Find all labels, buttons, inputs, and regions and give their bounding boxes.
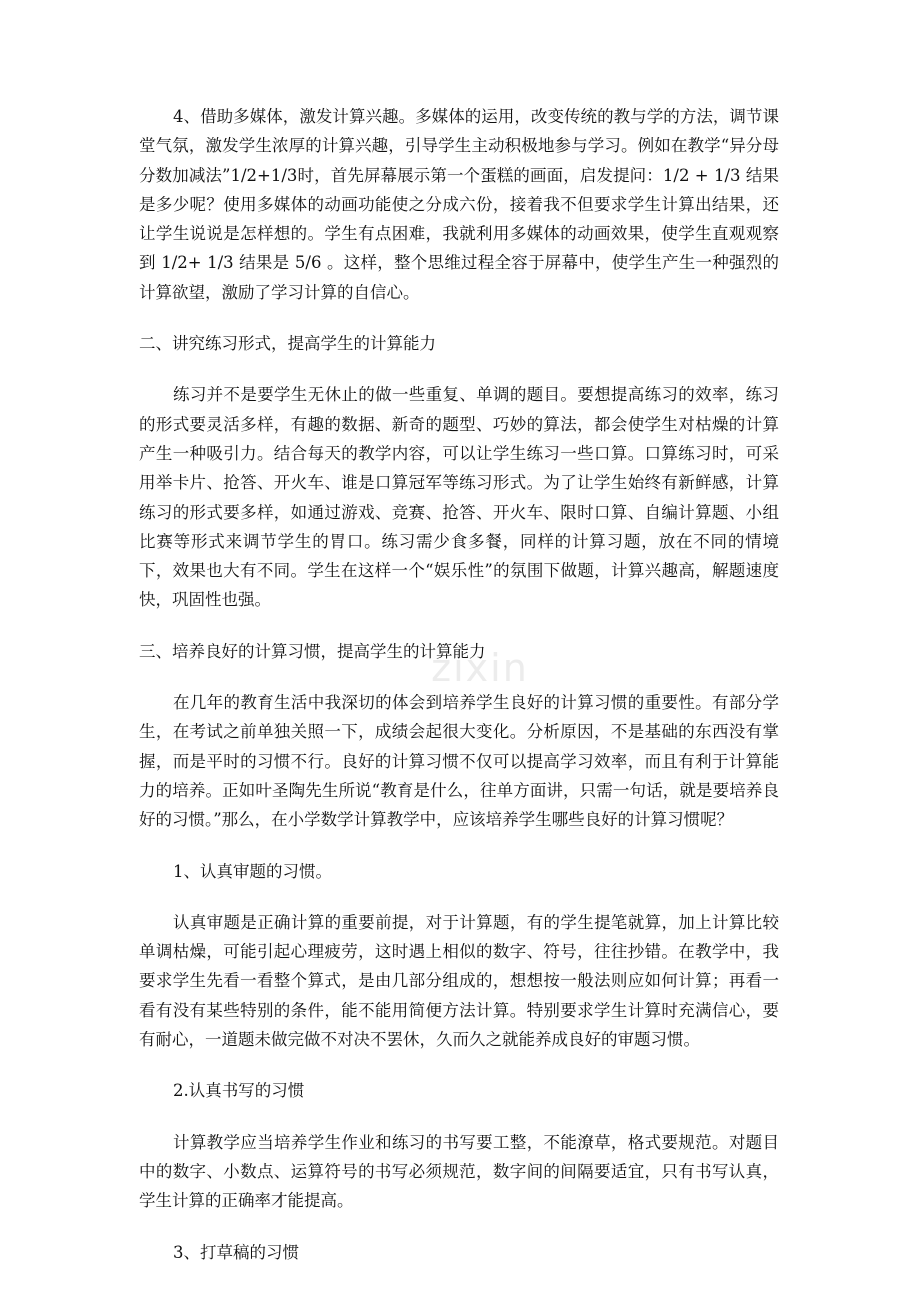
paragraph-review: 认真审题是正确计算的重要前提，对于计算题，有的学生提笔就算，加上计算比较单调枯燥，可能引起心理疲劳，这时遇上相似的数字、符号，往往抄错。在教学中，我要求学生先看一看整个算式，是由几部分组成的，想想按一般法则应如何计算；再看一看有没有某些特别的条件，能不能用简便方法计算。特别要求学生计算时充满信心，要有耐心，一道题未做完做不对决不罢休，久而久之就能养成良好的审题习惯。 <box>139 912 779 1050</box>
watermark-text: zixin <box>431 646 529 690</box>
section-heading-practice: 二、讲究练习形式，提高学生的计算能力 <box>139 334 436 354</box>
subheading-review: 1、认真审题的习惯。 <box>173 861 332 881</box>
paragraph-multimedia: 4、借助多媒体，激发计算兴趣。多媒体的运用，改变传统的教与学的方法，调节课堂气氛，激发学生浓厚的计算兴趣，引导学生主动积极地参与学习。例如在教学“异分母分数加减法”1/2+1/3时，首先屏幕展示第一个蛋糕的画面，启发提问：1/2 + 1/3 结果是多少呢？使用多媒体的动画功能使之分成六份，接着我不但要求学生计算出结果，还让学生说说是怎样想的。学生有点困难，我就利用多媒体的动画效果，使学生直观观察到 1/2+ 1/3 结果是 5/6 。这样，整个思维过程全容于屏幕中，使学生产生一种强烈的计算欲望，激励了学习计算的自信心。 <box>139 107 779 302</box>
subheading-writing: 2.认真书写的习惯 <box>173 1081 305 1101</box>
paragraph-writing: 计算教学应当培养学生作业和练习的书写要工整，不能潦草，格式要规范。对题目中的数字、小数点、运算符号的书写必须规范，数字间的间隔要适宜，只有书写认真，学生计算的正确率才能提高。 <box>139 1132 779 1211</box>
subheading-draft: 3、打草稿的习惯 <box>173 1242 299 1262</box>
paragraph-habits: 在几年的教育生活中我深切的体会到培养学生良好的计算习惯的重要性。有部分学生，在考试之前单独关照一下，成绩会起很大变化。分析原因，不是基础的东西没有掌握，而是平时的习惯不行。良好的计算习惯不仅可以提高学习效率，而且有利于计算能力的培养。正如叶圣陶先生所说“教育是什么，往单方面讲，只需一句话，就是要培养良好的习惯。”那么，在小学数学计算教学中，应该培养学生哪些良好的计算习惯呢？ <box>139 693 779 830</box>
document-body <box>139 102 779 1267</box>
section-heading-habits: 三、培养良好的计算习惯，提高学生的计算能力 <box>139 641 486 661</box>
paragraph-practice: 练习并不是要学生无休止的做一些重复、单调的题目。要想提高练习的效率，练习的形式要灵活多样，有趣的数据、新奇的题型、巧妙的算法，都会使学生对枯燥的计算产生一种吸引力。结合每天的教学内容，可以让学生练习一些口算。口算练习时，可采用举卡片、抢答、开火车、谁是口算冠军等练习形式。为了让学生始终有新鲜感，计算练习的形式要多样，如通过游戏、竞赛、抢答、开火车、限时口算、自编计算题、小组比赛等形式来调节学生的胃口。练习需少食多餐，同样的计算习题，放在不同的情境下，效果也大有不同。学生在这样一个“娱乐性”的氛围下做题，计算兴趣高，解题速度快，巩固性也强。 <box>139 385 779 610</box>
